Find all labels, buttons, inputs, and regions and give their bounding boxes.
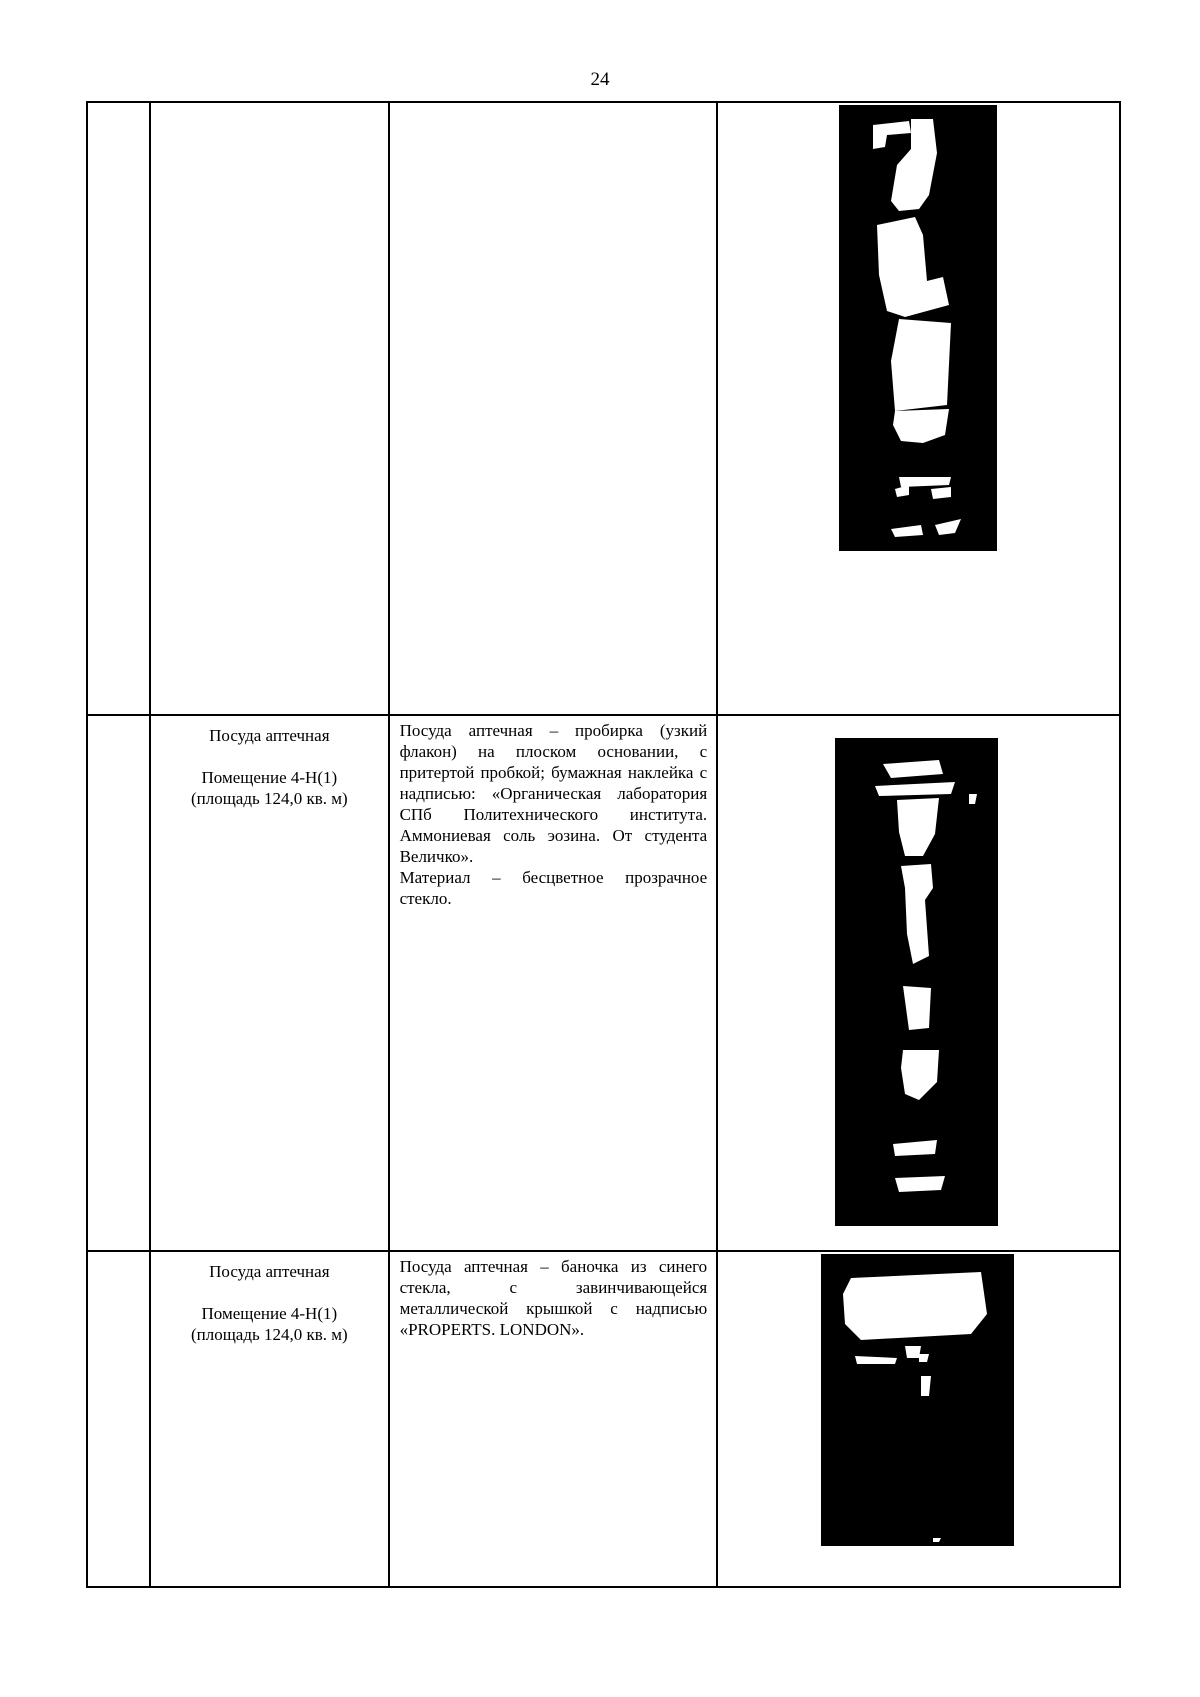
table-row: [87, 102, 1120, 715]
objects-table: [86, 101, 1121, 1588]
object-name: Посуда аптечная: [209, 726, 330, 745]
test-tube-photo-icon: [835, 738, 998, 1226]
object-name-cell: [150, 1251, 388, 1587]
page-number: 24: [590, 69, 610, 90]
row-number-cell: [87, 715, 150, 1251]
bottle-photo-icon: [839, 105, 997, 551]
object-location-room: Помещение 4-Н(1): [201, 1304, 338, 1323]
jar-photo-icon: [821, 1254, 1014, 1546]
object-name-cell: [150, 715, 388, 1251]
object-description: Посуда аптечная – баночка из синего стекла, с завинчивающейся металлической крышкой с надписью «PROPERTS. LONDON».: [399, 1257, 708, 1339]
object-location-area: (площадь 124,0 кв. м): [190, 1325, 348, 1344]
row-number-cell: [87, 1251, 150, 1587]
photo-cell: [717, 1251, 1120, 1587]
object-material: Материал – бесцветное прозрачное стекло.: [399, 868, 708, 908]
object-name: Посуда аптечная: [209, 1262, 330, 1281]
object-location-area: (площадь 124,0 кв. м): [190, 789, 348, 808]
object-description: Посуда аптечная – пробирка (узкий флакон) на плоском основании, с притертой пробкой; бумажная наклейка с надписью: «Органическая лаборатория СПб Политехнического института. Аммониевая соль эозина. От студента Величко».: [399, 721, 708, 866]
description-cell: [389, 1251, 718, 1587]
object-location-room: Помещение 4-Н(1): [201, 768, 338, 787]
photo-cell: [717, 715, 1120, 1251]
table-row: [87, 715, 1120, 1251]
photo-cell: [717, 102, 1120, 715]
object-name-cell: [150, 102, 388, 715]
row-number-cell: [87, 102, 150, 715]
table-row: [87, 1251, 1120, 1587]
description-cell: [389, 102, 718, 715]
description-cell: [389, 715, 718, 1251]
